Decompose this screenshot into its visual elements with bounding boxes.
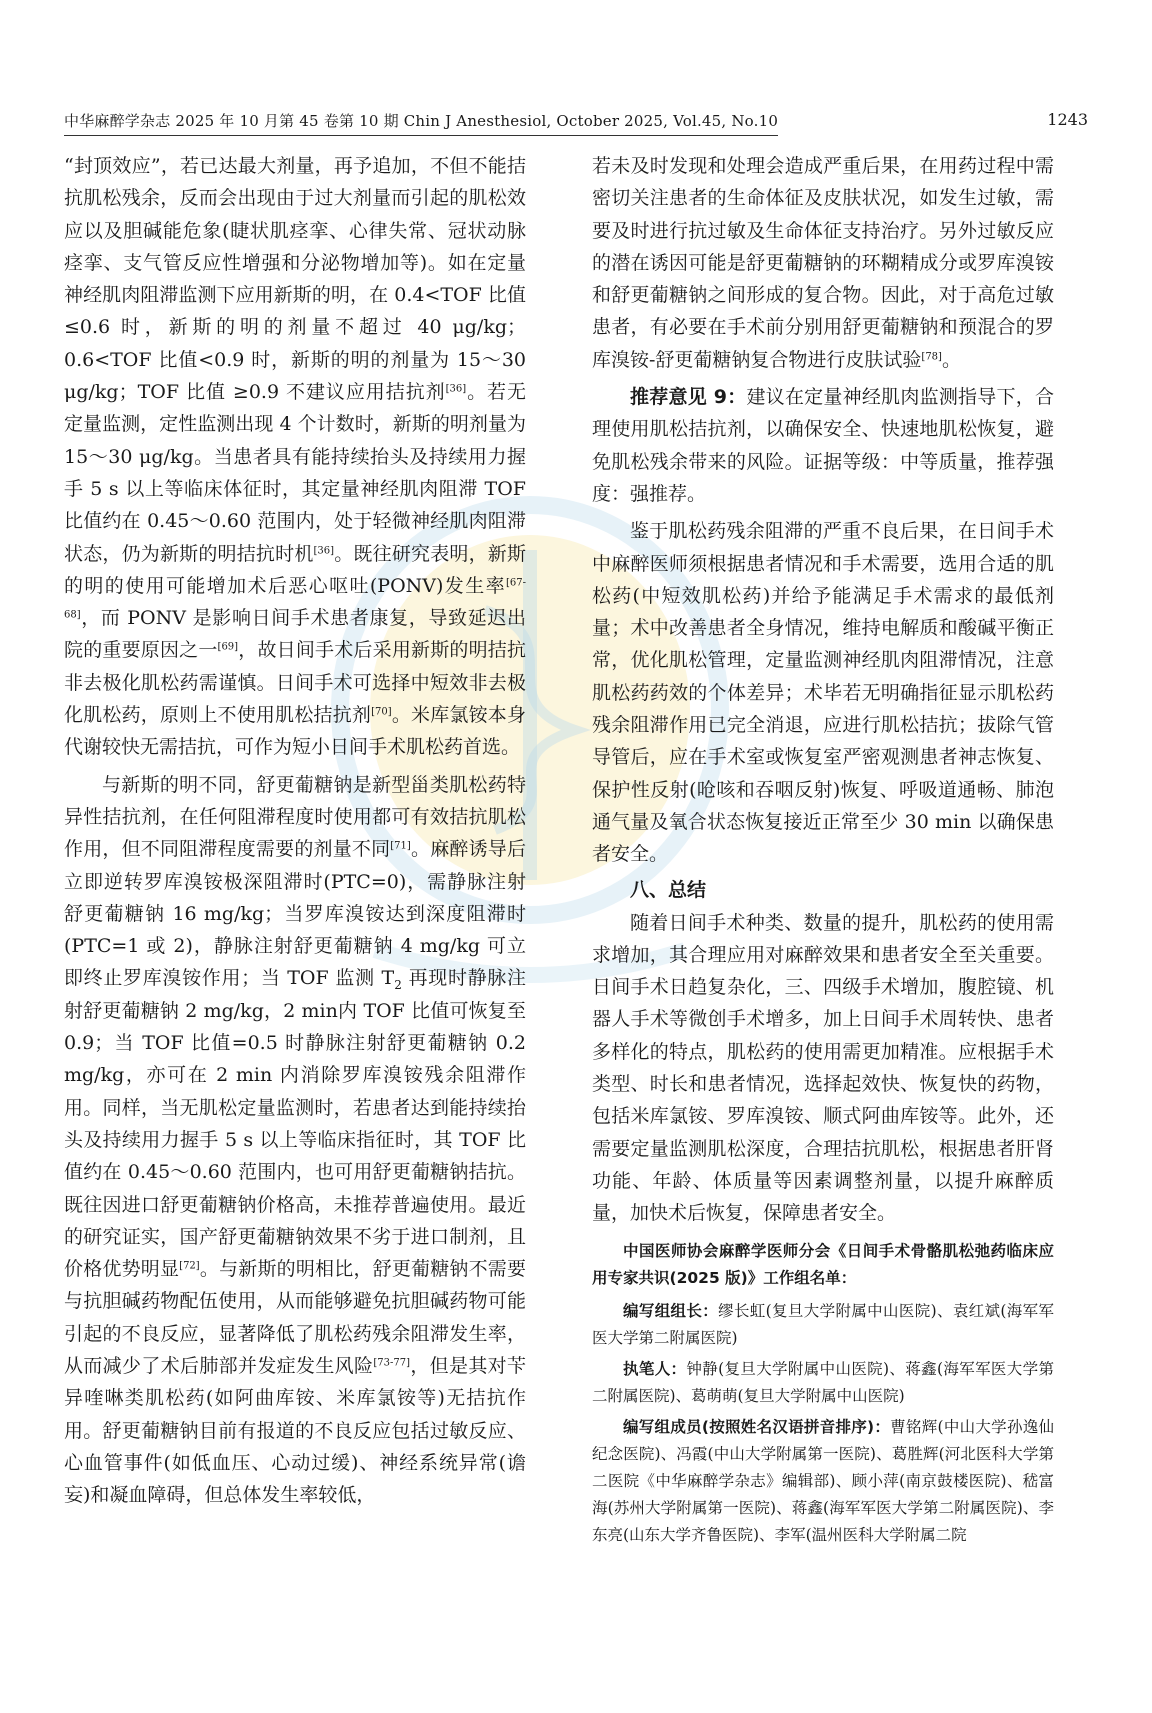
section-heading: 八、总结 xyxy=(630,878,707,901)
citation: [78] xyxy=(921,351,942,363)
right-column xyxy=(592,150,1054,1553)
work-group-writers: 执笔人：钟静(复旦大学附属中山医院)、蒋鑫(海军军医大学第二附属医院)、葛萌萌(复旦大学附属中山医院) xyxy=(592,1359,1054,1405)
citation: [70] xyxy=(371,706,392,718)
citation: [67-68] xyxy=(64,577,526,621)
citation: [72] xyxy=(179,1260,200,1272)
page-number: 1243 xyxy=(1047,110,1088,129)
work-group-members: 编写组成员(按照姓名汉语拼音排序)：曹铭辉(中山大学孙逸仙纪念医院)、冯霞(中山大学附属第一医院)、葛胜辉(河北医科大学第二医院《中华麻醉学杂志》编辑部)、顾小萍(南京鼓楼医院)、嵇富海(苏州大学附属第一医院)、蒋鑫(海军军医大学第二附属医院)、李东亮(山东大学齐鲁医院)、李军(温州医科大学附属二院 xyxy=(592,1417,1054,1544)
running-title: 中华麻醉学杂志 2025 年 10 月第 45 卷第 10 期 Chin J Anesthesiol, October 2025, Vol.45, No.10 xyxy=(64,110,778,136)
recommendation-label: 推荐意见 9： xyxy=(630,386,747,409)
recommendation-9: 推荐意见 9：建议在定量神经肌肉监测指导下，合理使用肌松拮抗剂，以确保安全、快速地肌松恢复，避免肌松残余带来的风险。证据等级：中等质量，推荐强度：强推荐。 xyxy=(592,386,1054,505)
paragraph: 鉴于肌松药残余阻滞的严重不良后果，在日间手术中麻醉医师须根据患者情况和手术需要，选用合适的肌松药(中短效肌松药)并给予能满足手术需求的最低剂量；术中改善患者全身情况，维持电解质和酸碱平衡正常，优化肌松管理，定量监测神经肌肉阻滞情况，注意肌松药药效的个体差异；术毕若无明确指征显示肌松药残余阻滞作用已完全消退，应进行肌松拮抗；拔除气管导管后，应在手术室或恢复室严密观测患者神志恢复、保护性反射(呛咳和吞咽反射)恢复、呼吸道通畅、肺泡通气量及氧合状态恢复接近正常至少 30 min 以确保患者安全。 xyxy=(592,520,1054,866)
work-group-leaders: 编写组组长：缪长虹(复旦大学附属中山医院)、袁红斌(海军军医大学第二附属医院) xyxy=(592,1301,1054,1347)
paragraph: 随着日间手术种类、数量的提升，肌松药的使用需求增加，其合理应用对麻醉效果和患者安全至关重要。日间手术日趋复杂化，三、四级手术增加，腹腔镜、机器人手术等微创手术增多，加上日间手术周转快、患者多样化的特点，肌松药的使用需更加精准。应根据手术类型、时长和患者情况，选择起效快、恢复快的药物，包括米库氯铵、罗库溴铵、顺式阿曲库铵等。此外，还需要定量监测肌松深度，合理拮抗肌松，根据患者肝肾功能、年龄、体质量等因素调整剂量，以提升麻醉质量，加快术后恢复，保障患者安全。 xyxy=(592,911,1054,1225)
citation: [73-77] xyxy=(373,1357,410,1369)
running-header xyxy=(64,110,1088,136)
work-group-heading: 中国医师协会麻醉学医师分会《日间手术骨骼肌松弛药临床应用专家共识(2025 版)》工作组名单： xyxy=(592,1241,1054,1287)
citation: [36] xyxy=(445,383,467,395)
paragraph: 若未及时发现和处理会造成严重后果，在用药过程中需密切关注患者的生命体征及皮肤状况，如发生过敏，需要及时进行抗过敏及生命体征支持治疗。另外过敏反应的潜在诱因可能是舒更葡糖钠的环糊精成分或罗库溴铵和舒更葡糖钠之间形成的复合物。因此，对于高危过敏患者，有必要在手术前分别用舒更葡糖钠和预混合的罗库溴铵-舒更葡糖钠复合物进行皮肤试验[78]。 xyxy=(592,155,1054,371)
citation: [36] xyxy=(313,545,335,557)
paragraph: 与新斯的明不同，舒更葡糖钠是新型甾类肌松药特异性拮抗剂，在任何阻滞程度时使用都可有效拮抗肌松作用，但不同阻滞程度需要的剂量不同[71]。麻醉诱导后立即逆转罗库溴铵极深阻滞时(PTC=0)，需静脉注射舒更葡糖钠 16 mg/kg；当罗库溴铵达到深度阻滞时(PTC=1 或 2)，静脉注射舒更葡糖钠 4 mg/kg 可立即终止罗库溴铵作用；当 TOF 监测 $T_2$ 再现时静脉注射舒更葡糖钠 2 mg/kg，2 min内 TOF 比值可恢复至 0.9；当 TOF 比值=0.5 时静脉注射舒更葡糖钠 0.2 mg/kg，亦可在 2 min 内消除罗库溴铵残余阻滞作用。同样，当无肌松定量监测时，若患者达到能持续抬头及持续用力握手 5 s 以上等临床指征时，其 TOF 比值约在 0.45～0.60 范围内，也可用舒更葡糖钠拮抗。既往因进口舒更葡糖钠价格高，未推荐普遍使用。最近的研究证实，国产舒更葡糖钠效果不劣于进口制剂，且价格优势明显[72]。与新斯的明相比，舒更葡糖钠不需要与抗胆碱药物配伍使用，从而能够避免抗胆碱药物可能引起的不良反应，显著降低了肌松药残余阻滞发生率，从而减少了术后肺部并发症发生风险[73-77]，但是其对苄异喹啉类肌松药(如阿曲库铵、米库氯铵等)无拮抗作用。舒更葡糖钠目前有报道的不良反应包括过敏反应、心血管事件(如低血压、心动过缓)、神经系统异常(谵妄)和凝血障碍，但总体发生率较低， xyxy=(64,773,526,1507)
citation: [71] xyxy=(390,840,411,852)
left-column xyxy=(64,150,526,1511)
paragraph: “封顶效应”，若已达最大剂量，再予追加，不但不能拮抗肌松残余，反而会出现由于过大剂量而引起的肌松效应以及胆碱能危象(睫状肌痉挛、心律失常、冠状动脉痉挛、支气管反应性增强和分泌物增加等)。如在定量神经肌肉阻滞监测下应用新斯的明，在 0.4<TOF 比值≤0.6 时，新斯的明的剂量不超过 40 μg/kg；0.6<TOF 比值<0.9 时，新斯的明的剂量为 15～30 μg/kg；TOF 比值 ≥0.9 不建议应用拮抗剂[36]。若无定量监测，定性监测出现 4 个计数时，新斯的明剂量为 15～30 μg/kg。当患者具有能持续抬头及持续用力握手 5 s 以上等临床体征时，其定量神经肌肉阻滞 TOF 比值约在 0.45～0.60 范围内，处于轻微神经肌肉阻滞状态，仍为新斯的明拮抗时机[36]。既往研究表明，新斯的明的使用可能增加术后恶心呕吐(PONV)发生率[67-68]，而 PONV 是影响日间手术患者康复，导致延迟出院的重要原因之一[69]，故日间手术后采用新斯的明拮抗非去极化肌松药需谨慎。日间手术可选择中短效非去极化肌松药，原则上不使用肌松拮抗剂[70]。米库氯铵本身代谢较快无需拮抗，可作为短小日间手术肌松药首选。 xyxy=(64,155,526,759)
subscript: 2 xyxy=(394,978,402,993)
citation: [69] xyxy=(217,641,239,653)
